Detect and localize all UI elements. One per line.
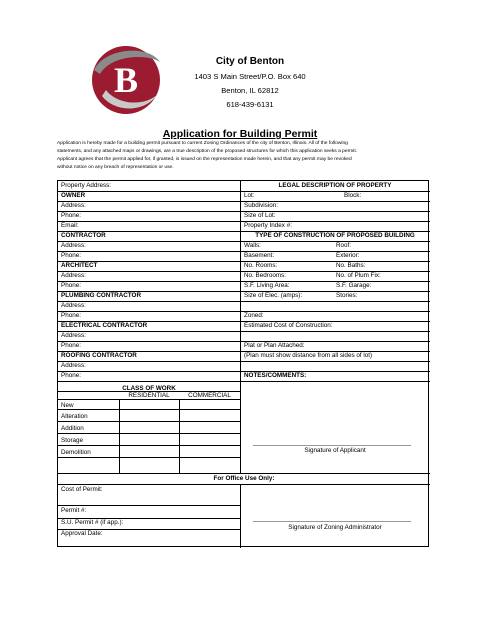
construction-heading: TYPE OF CONSTRUCTION OF PROPOSED BUILDING (255, 232, 415, 239)
intro-line: statements, and any attached maps or drawings, are a true description of the proposed structures for which this application seeks a permit. (57, 149, 358, 154)
city-logo (86, 40, 166, 120)
row-line (58, 341, 240, 342)
work-row-addition: Addition (61, 425, 84, 432)
row-line (240, 381, 430, 382)
row-line (58, 311, 240, 312)
sf-garage-label: S.F. Garage: (336, 282, 372, 289)
city-location: Benton, IL 62812 (221, 86, 279, 95)
roofing-phone-label: Phone: (61, 372, 81, 379)
row-line (58, 371, 240, 372)
row-line (58, 191, 240, 192)
intro-line: without notice on any breach of representation or use. (57, 165, 174, 170)
row-line (58, 505, 240, 506)
contractor-heading: CONTRACTOR (61, 232, 106, 239)
row-line (58, 211, 240, 212)
city-address: 1403 S Main Street/P.O. Box 640 (194, 72, 306, 81)
roofing-address-label: Address: (61, 362, 86, 369)
notes-heading: NOTES/COMMENTS: (244, 372, 307, 379)
zoning-signature-line[interactable] (253, 521, 411, 522)
applicant-signature-line[interactable] (253, 445, 411, 446)
row-line (240, 311, 430, 312)
permit-form (57, 180, 429, 547)
no-baths-label: No. Baths: (336, 262, 366, 269)
plat-plan-label: Plat or Plan Attached: (244, 342, 305, 349)
plumbing-heading: PLUMBING CONTRACTOR (61, 292, 141, 299)
exterior-label: Exterior: (336, 252, 360, 259)
no-bedrooms-label: No. Bedrooms: (244, 272, 286, 279)
owner-phone-label: Phone: (61, 212, 81, 219)
electrical-address-label: Address: (61, 332, 86, 339)
basement-label: Basement: (244, 252, 275, 259)
cost-of-permit-label: Cost of Permit: (61, 486, 103, 493)
subdivision-label: Subdivision: (244, 202, 278, 209)
applicant-signature-label: Signature of Applicant (304, 447, 366, 454)
owner-address-label: Address: (61, 202, 86, 209)
plumbing-address-label: Address: (61, 302, 86, 309)
contractor-address-label: Address: (61, 242, 86, 249)
electrical-heading: ELECTRICAL CONTRACTOR (61, 322, 148, 329)
row-line (58, 457, 240, 458)
grid-line (179, 399, 180, 473)
intro-paragraph (57, 140, 425, 172)
column-divider (240, 181, 241, 473)
electrical-phone-label: Phone: (61, 342, 81, 349)
row-line (58, 221, 240, 222)
work-row-alteration: Alteration (61, 413, 88, 420)
contractor-phone-label: Phone: (61, 252, 81, 259)
work-row-demolition: Demolition (61, 449, 91, 456)
row-line (58, 433, 240, 434)
intro-line: Applicant agrees that the permit applied for, if granted, is issued on the representation made herein, and that any permit may be revoked (57, 157, 352, 162)
estimated-cost-label: Estimated Cost of Construction: (244, 322, 333, 329)
work-row-new: New (61, 402, 74, 409)
architect-heading: ARCHITECT (61, 262, 98, 269)
row-line (58, 281, 240, 282)
zoned-label: Zoned: (244, 312, 264, 319)
lot-label: Lot: (244, 192, 255, 199)
row-line (240, 331, 430, 332)
owner-email-label: Email: (61, 222, 79, 229)
grid-line (119, 399, 120, 473)
stories-label: Stories: (336, 292, 358, 299)
size-of-lot-label: Size of Lot: (244, 212, 276, 219)
architect-address-label: Address: (61, 272, 86, 279)
property-address-label: Property Address: (61, 182, 112, 189)
office-use-heading: For Office Use Only: (213, 475, 275, 482)
plumbing-phone-label: Phone: (61, 312, 81, 319)
no-rooms-label: No. Rooms: (244, 262, 278, 269)
walls-label: Walls: (244, 242, 261, 249)
svg-text:B: B (113, 60, 139, 100)
architect-phone-label: Phone: (61, 282, 81, 289)
roof-label: Roof: (336, 242, 352, 249)
row-line (240, 301, 430, 302)
plat-note: (Plan must show distance from all sides of lot) (244, 352, 373, 359)
row-line (240, 191, 430, 192)
block-label: Block: (344, 192, 362, 199)
row-line (240, 241, 430, 242)
row-line (240, 361, 430, 362)
work-row-storage: Storage (61, 437, 84, 444)
property-index-label: Property Index #: (244, 222, 292, 229)
legal-description-heading: LEGAL DESCRIPTION OF PROPERTY (278, 182, 392, 189)
document-title: Application for Building Permit (162, 128, 318, 140)
col-commercial: COMMERCIAL (188, 392, 231, 399)
city-phone: 618-439-6131 (226, 100, 274, 109)
col-residential: RESIDENTIAL (128, 392, 170, 399)
approval-date-label: Approval Date: (61, 530, 103, 537)
owner-heading: OWNER (61, 192, 86, 199)
zoning-signature-label: Signature of Zoning Administrator (288, 524, 382, 531)
row-line (58, 445, 240, 446)
intro-line: Application is hereby made for a building permit pursuant to current Zoning Ordinances of the city of Benton, Illinois. All of the following (57, 141, 348, 146)
no-plum-fix-label: No. of Plum Fix: (336, 272, 381, 279)
column-divider (240, 484, 241, 548)
row-line (58, 381, 240, 382)
size-elec-label: Size of Elec. (amps): (244, 292, 303, 299)
sf-living-label: S.F. Living Area: (244, 282, 290, 289)
row-line (58, 421, 240, 422)
row-line (58, 251, 240, 252)
city-name: City of Benton (215, 56, 285, 67)
permit-number-label: Permit #: (61, 507, 87, 514)
su-permit-label: S.U. Permit # (if app.): (61, 519, 124, 526)
roofing-heading: ROOFING CONTRACTOR (61, 352, 137, 359)
row-line (58, 484, 430, 485)
class-of-work-heading: CLASS OF WORK (122, 385, 176, 392)
row-line (58, 473, 430, 474)
row-line (58, 409, 240, 410)
